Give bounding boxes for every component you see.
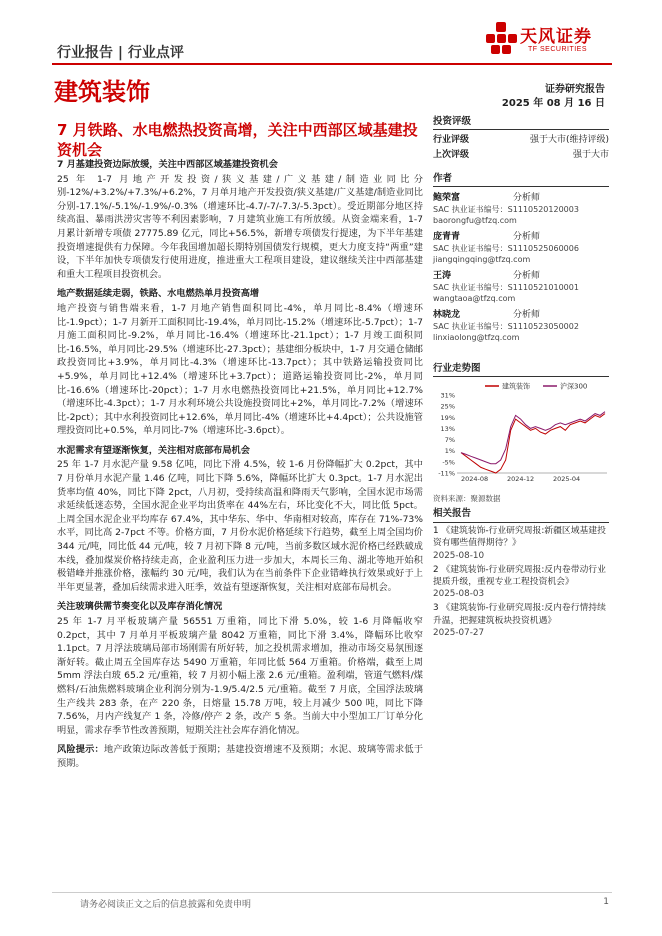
series-line-2 [461, 412, 605, 464]
analyst-name: 鲍荣富 [433, 193, 461, 203]
analyst-cert: SAC 执业证书编号：S1110523050002 [433, 322, 579, 331]
related-report-date: 2025-08-03 [433, 589, 485, 600]
rating-label: 上次评级 [433, 150, 470, 160]
rating-value: 强于大市 [572, 150, 609, 160]
rating-box [433, 113, 609, 160]
section-body: 25 年 1-7 月水泥产量 9.58 亿吨，同比下滑 4.5%，较 1-6 月份降幅扩大 0.2pct，其中 7 月份单月水泥产量 1.46 亿吨，同比下降 5.6%，降幅环比扩大 0.3pct。1-7 月水泥出货率均值 40%，同比下降 2pct，八月初，受持续高温和降雨天气影响，全国水泥市场需求延续低迷态势，全国水泥企业平均出货率在 44%左右，环比变化不大，同比低 5pct。上周全国水泥企业平均库存 67.4%，其中华东、华中、华南相对较高，库存在 71%-73%水平，同比高 2-7pct 不等。价格方面，7 月份水泥价格延续下行趋势，截至上周全国均价 344 元/吨，同比低 44 元/吨，较 7 月初下降 8 元/吨，当前多数区域水泥价格已经跌破成本线，叠加煤炭价格持续走高，企业盈利压力进一步加大，本周长三角、湖北等地开始积极错峰并推涨价格，涨幅约 30 元/吨，我们认为在当前条件下企业错峰执行效果或好于上半年更显著，叠加后续需求进入旺季，效益有望逐渐恢复，关注相对底部布局机会。 [57, 459, 423, 593]
y-tick-label: 7% [444, 436, 455, 445]
x-tick-label: 2024-08 [461, 475, 489, 483]
trend-heading: 行业走势图 [433, 360, 609, 377]
analyst-cert: SAC 执业证书编号：S1110521010001 [433, 283, 579, 292]
section-title: 7 月基建投资边际放缓，关注中西部区域基建投资机会 [57, 159, 278, 170]
risk-text: 地产政策边际改善低于预期；基建投资增速不及预期；水泥、玻璃等需求低于预期。 [57, 744, 424, 769]
report-category: 行业报告 | 行业点评 [57, 45, 184, 61]
y-tick-label: 31% [440, 391, 455, 400]
analyst-cert: SAC 执业证书编号：S1110520120003 [433, 205, 579, 214]
trend-chart-box [433, 360, 609, 504]
rating-heading: 投资评级 [433, 113, 609, 130]
analyst-entry [433, 271, 609, 304]
analyst-name: 林晓龙 [433, 310, 461, 320]
rating-label: 行业评级 [433, 135, 470, 145]
analyst-email[interactable]: baorongfu@tfzq.com [433, 216, 517, 225]
section-body: 地产投资与销售端来看，1-7 月地产销售面积同比-4%，单月同比-8.4%（增速环比-1.9pct）；1-7 月新开工面积同比-19.4%，单月同比-15.2%（增速环比-5.7pct）；1-7 月施工面积同比-9.2%，单月同比-16.4%（增速环比-21.1pct）；1-7 月竣工面积同比-16.5%，单月同比-29.5%（增速环比-27.3pct）；基建细分板块中，1-7 月交通仓储邮政投资同比+3.9%，单月同比-4.3%（增速环比-13.7pct）；其中铁路运输投资同比+5.9%，单月同比+12.4%（增速环比+3.7pct）；道路运输投资同比-2%，单月同比-16.6%（增速环比-20pct）；1-7 月水电燃热投资同比+21.5%，单月同比+12.7%（增速环比-4.3pct）；1-7 月水利环境公共设施投资同比+2%，单月同比-7.2%（增速环比-2pct）；其中水利投资同比+12.6%，单月同比-4%（增速环比+4.4pct）；公共设施管理投资同比+0.5%，单月同比-7%（增速环比-3.6pct）。 [57, 302, 423, 437]
analyst-entry [433, 310, 609, 343]
analyst-role: 分析师 [513, 271, 541, 281]
related-report-date: 2025-08-10 [433, 550, 485, 561]
analyst-email[interactable]: linxiaolong@tfzq.com [433, 333, 520, 342]
section-title: 关注玻璃供需节奏变化以及库存消化情况 [57, 601, 223, 613]
logo-en: TF SECURITIES [528, 46, 588, 53]
y-tick-label: -11% [438, 469, 455, 478]
related-report-title: 2 《建筑装饰-行业研究周报:反内卷带动行业提质升级，重视专业工程投资机会》 [433, 564, 606, 588]
y-tick-label: 13% [440, 424, 455, 433]
footer-rule [52, 892, 612, 893]
trend-chart [433, 377, 609, 487]
footer-disclaimer: 请务必阅读正文之后的信息披露和免责申明 [80, 900, 252, 910]
analyst-entry [433, 193, 609, 226]
report-date: 2025 年 08 月 16 日 [501, 98, 605, 109]
logo-name: 天风证券 [520, 27, 592, 47]
related-report-item[interactable] [433, 525, 609, 562]
legend-label: 沪深300 [560, 382, 588, 391]
authors-box [433, 170, 609, 343]
related-heading: 相关报告 [433, 508, 609, 523]
section-body: 25 年 1-7 月地产开发投资/狭义基建/广义基建/制造业同比分别-12%/+3.2%/+7.3%/+6.2%，7 月单月地产开发投资/狭义基建/广义基建/制造业同比分别-17.1%/-5.1%/-1.9%/-0.3%（增速环比-4.7/-7/-7.3/-5.3pct）。受近期部分地区持续高温、暴雨洪涝灾害等不利因素影响，7 月建筑业施工有所放缓。从资金端来看，1-7 月累计新增专项债 27775.89 亿元，同比+56.5%，新增专项债发行提速，为下半年基建投资增速提供有力保障。今年我国增加超长期特别国债发行规模，更大力度支持“两重”建设，下半年加快专项债发行使用进度，推进重大工程项目建设，建议继续关注中西部基建和重大工程项目投资机会。 [57, 173, 423, 280]
section-title: 水泥需求有望逐渐恢复，关注相对底部布局机会 [57, 444, 250, 456]
main-body [57, 158, 423, 774]
risk-label: 风险提示： [57, 744, 104, 756]
authors-heading: 作者 [433, 170, 609, 187]
x-tick-label: 2024-12 [507, 475, 535, 483]
y-tick-label: 19% [440, 413, 455, 422]
analyst-entry [433, 232, 609, 265]
related-report-item[interactable] [433, 564, 609, 601]
analyst-email[interactable]: jiangqingqing@tfzq.com [433, 255, 531, 264]
tf-logo-icon [484, 20, 518, 58]
analyst-cert: SAC 执业证书编号：S1110525060006 [433, 244, 579, 253]
header-rule [52, 63, 612, 65]
report-type: 证券研究报告 [545, 84, 605, 95]
y-tick-label: -5% [442, 458, 455, 467]
analyst-role: 分析师 [513, 310, 541, 320]
page-number: 1 [603, 897, 609, 907]
analyst-email[interactable]: wangtaoa@tfzq.com [433, 294, 516, 303]
section-title: 地产数据延续走弱，铁路、水电燃热单月投资高增 [57, 288, 260, 300]
analyst-role: 分析师 [513, 193, 541, 203]
rating-row-last [433, 147, 609, 160]
section-body: 25 年 1-7 月平板玻璃产量 56551 万重箱，同比下滑 5.0%，较 1-6 月降幅收窄 0.2pct，其中 7 月单月平板玻璃产量 8042 万重箱，同比下滑 3.4%，降幅环比收窄 1.1pct。7 月浮法玻璃局部市场刚需有所好转，加之投机需求增加，推动市场交易氛围逐渐好转。截止周五全国库存达 5490 万重箱，年同比低 564 万重箱。价格端，截至上周 5mm 浮法白玻 65.2 元/重箱，较 7 月初小幅上涨 2.6 元/重箱。盈利端，管道气燃料/煤燃料/石油焦燃料玻璃企业利润分别为-1.9/5.4/2.5 元/重箱。截至 7 月底，全国浮法玻璃生产线共 283 条，在产 220 条，日熔量 15.78 万吨，较上月减少 500 吨，同比下降 7.56%，月内产线复产 1 条，冷修/停产 2 条，改产 5 条。当前大中小型加工厂订单分化明显，需求存季节性改善预期，短期关注社会库存消化情况。 [57, 616, 423, 736]
related-reports [433, 508, 609, 639]
legend-label: 建筑装饰 [502, 382, 530, 391]
related-report-title: 1 《建筑装饰-行业研究周报:新疆区域基建投资有哪些值得期待？》 [433, 526, 606, 549]
related-report-item[interactable] [433, 602, 609, 639]
report-headline: 7 月铁路、水电燃热投资高增，关注中西部区域基建投资机会 [57, 121, 418, 159]
industry-title: 建筑装饰 [54, 78, 150, 106]
chart-source: 资料来源：聚源数据 [433, 494, 501, 503]
y-tick-label: 25% [440, 402, 455, 411]
analyst-name: 王涛 [433, 271, 452, 281]
rating-value: 强于大市(维持评级) [529, 135, 609, 145]
series-line-1 [461, 414, 605, 473]
related-report-date: 2025-07-27 [433, 627, 485, 638]
analyst-role: 分析师 [513, 232, 541, 242]
y-tick-label: 1% [444, 447, 455, 456]
related-report-title: 3 《建筑装饰-行业研究周报:反内卷行情持续升温，把握建筑板块投资机遇》 [433, 603, 606, 626]
analyst-name: 庞青青 [433, 232, 461, 242]
rating-row-industry [433, 132, 609, 145]
x-tick-label: 2025-04 [553, 475, 581, 483]
risk-warning [57, 743, 423, 770]
